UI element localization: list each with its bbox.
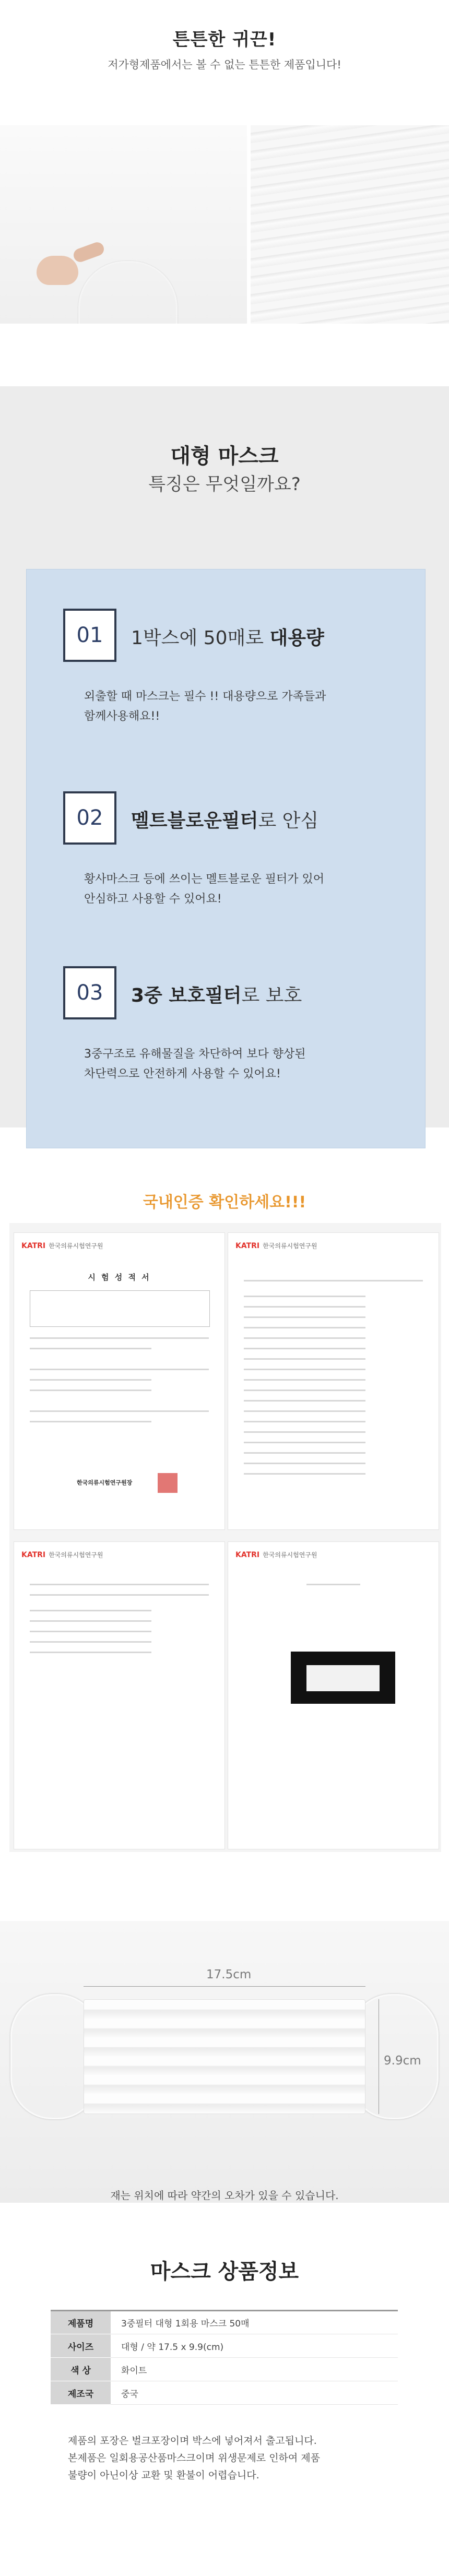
katri-logo	[21, 1241, 103, 1250]
width-dimension-line	[84, 1986, 365, 1987]
text-line	[244, 1316, 365, 1318]
text-line	[306, 1584, 360, 1585]
mask-sample	[306, 1665, 380, 1691]
mask-fabric-closeup-photo	[251, 125, 449, 324]
certificate-page-1	[14, 1232, 225, 1530]
color-value: 화이트	[111, 2358, 398, 2381]
feature-description	[84, 1044, 392, 1084]
table-row	[51, 2334, 398, 2358]
text-line	[244, 1452, 365, 1454]
text-line	[244, 1431, 365, 1433]
ear-loop-strength-photo	[0, 125, 247, 324]
ear-loop-subtitle: 저가형제품에서는 볼 수 없는 튼튼한 제품입니다!	[108, 58, 341, 71]
text-line	[244, 1379, 365, 1381]
feature-heading-suffix: 로 안심	[258, 810, 319, 832]
certificate-info-box	[30, 1290, 210, 1327]
text-line	[244, 1400, 365, 1402]
text-line	[30, 1641, 151, 1643]
size-key: 사이즈	[51, 2334, 111, 2358]
logo-mark: KATRI	[235, 1551, 260, 1559]
feature-heading	[131, 623, 324, 650]
feature-number: 03	[76, 981, 103, 1005]
text-line	[244, 1280, 423, 1281]
text-line	[30, 1348, 151, 1349]
feature-description	[84, 687, 392, 727]
certificate-page-3	[14, 1541, 225, 1849]
feature-description	[84, 870, 392, 909]
origin-value: 중국	[111, 2381, 398, 2405]
color-key: 색 상	[51, 2358, 111, 2381]
certificate-page-4	[228, 1541, 439, 1849]
feature-number: 01	[76, 623, 103, 647]
feature-number: 02	[76, 806, 103, 830]
text-line	[30, 1390, 151, 1391]
katri-logo	[235, 1241, 317, 1250]
logo-mark: KATRI	[21, 1242, 46, 1250]
table-row	[51, 2311, 398, 2334]
text-line	[30, 1631, 151, 1632]
feature-number-badge	[63, 966, 116, 1019]
origin-key: 제조국	[51, 2381, 111, 2405]
feature-heading-suffix: 로 보호	[241, 985, 302, 1006]
features-panel	[26, 569, 426, 1148]
text-line	[30, 1421, 151, 1422]
logo-text: 한국의류시험연구원	[263, 1551, 317, 1559]
product-info-title: 마스크 상품정보	[150, 2260, 299, 2284]
text-line	[244, 1473, 365, 1475]
notice-line: 불량이 아닌이상 교환 및 환불이 어렵습니다.	[68, 2470, 259, 2481]
width-dimension-label: 17.5cm	[206, 1968, 252, 1981]
size-value: 대형 / 약 17.5 x 9.9(cm)	[111, 2334, 398, 2358]
logo-mark: KATRI	[21, 1551, 46, 1559]
feature-heading-bold: 대용량	[269, 627, 324, 649]
logo-mark: KATRI	[235, 1242, 260, 1250]
katri-logo	[235, 1550, 317, 1559]
shipping-notice	[68, 2432, 381, 2484]
notice-line: 본제품은 일회용공산품마스크이며 위생문제로 인하여 제품	[68, 2452, 321, 2464]
table-row	[51, 2358, 398, 2381]
text-line	[244, 1296, 365, 1297]
mask-product-image	[84, 1999, 365, 2114]
product-name-key: 제품명	[51, 2311, 111, 2334]
text-line	[244, 1410, 365, 1412]
notice-line: 제품의 포장은 벌크포장이며 박스에 넣어져서 출고됩니다.	[68, 2435, 317, 2447]
text-line	[30, 1369, 209, 1370]
issuer-name: 한국의류시험연구원장	[77, 1479, 133, 1486]
mask-sample-photo	[291, 1652, 395, 1704]
feature-heading-prefix: 1박스에 50매로	[131, 627, 270, 649]
text-line	[244, 1369, 365, 1370]
size-note: 재는 위치에 따라 약간의 오차가 있을 수 있습니다.	[110, 2189, 339, 2202]
text-line	[30, 1584, 209, 1585]
logo-text: 한국의류시험연구원	[49, 1551, 103, 1559]
product-name-value: 3중필터 대형 1회용 마스크 50매	[111, 2311, 398, 2334]
finger-image	[72, 241, 105, 264]
feature-description-line: 3중구조로 유해물질을 차단하여 보다 향상된	[84, 1048, 306, 1061]
logo-text: 한국의류시험연구원	[263, 1242, 317, 1250]
text-line	[244, 1306, 365, 1308]
certificate-page-2	[228, 1232, 439, 1530]
text-line	[30, 1652, 151, 1653]
certificate-title: 시 험 성 적 서	[88, 1273, 151, 1282]
text-line	[244, 1421, 365, 1422]
text-line	[244, 1358, 365, 1360]
table-row	[51, 2381, 398, 2405]
feature-description-line: 황사마스크 등에 쓰이는 멜트블로운 필터가 있어	[84, 873, 325, 886]
katri-logo	[21, 1550, 103, 1559]
text-line	[30, 1594, 209, 1596]
product-info-table	[51, 2310, 398, 2405]
text-line	[244, 1348, 365, 1349]
feature-description-line: 안심하고 사용할 수 있어요!	[84, 893, 222, 906]
official-seal	[158, 1473, 178, 1493]
feature-description-line: 외출할 때 마스크는 필수 !! 대용량으로 가족들과	[84, 690, 326, 703]
ear-loop-section	[0, 0, 449, 324]
feature-description-line: 차단력으로 안전하게 사용할 수 있어요!	[84, 1067, 281, 1081]
certificate-gallery	[9, 1223, 441, 1852]
feature-number-badge	[63, 609, 116, 662]
features-title: 대형 마스크	[170, 444, 279, 468]
height-dimension-label: 9.9cm	[384, 2054, 421, 2068]
feature-heading-bold: 멜트블로운필터	[131, 810, 258, 832]
feature-heading-bold: 3중 보호필터	[131, 985, 242, 1006]
feature-description-line: 함께사용해요!!	[84, 710, 160, 723]
logo-text: 한국의류시험연구원	[49, 1242, 103, 1250]
feature-number-badge	[63, 791, 116, 845]
text-line	[244, 1327, 365, 1328]
certification-title: 국내인증 확인하세요!!!	[143, 1193, 306, 1212]
hand-image	[37, 256, 78, 285]
text-line	[30, 1379, 151, 1381]
text-line	[244, 1463, 365, 1464]
feature-heading	[131, 806, 318, 833]
text-line	[30, 1337, 209, 1339]
ear-loop-image	[78, 261, 178, 324]
features-subtitle: 특징은 무엇일까요?	[148, 474, 301, 495]
ear-loop-title: 튼튼한 귀끈!	[172, 29, 277, 50]
text-line	[244, 1337, 365, 1339]
text-line	[30, 1610, 151, 1611]
text-line	[244, 1390, 365, 1391]
text-line	[244, 1442, 365, 1443]
text-line	[30, 1620, 151, 1622]
feature-heading	[131, 981, 302, 1007]
text-line	[30, 1410, 209, 1412]
